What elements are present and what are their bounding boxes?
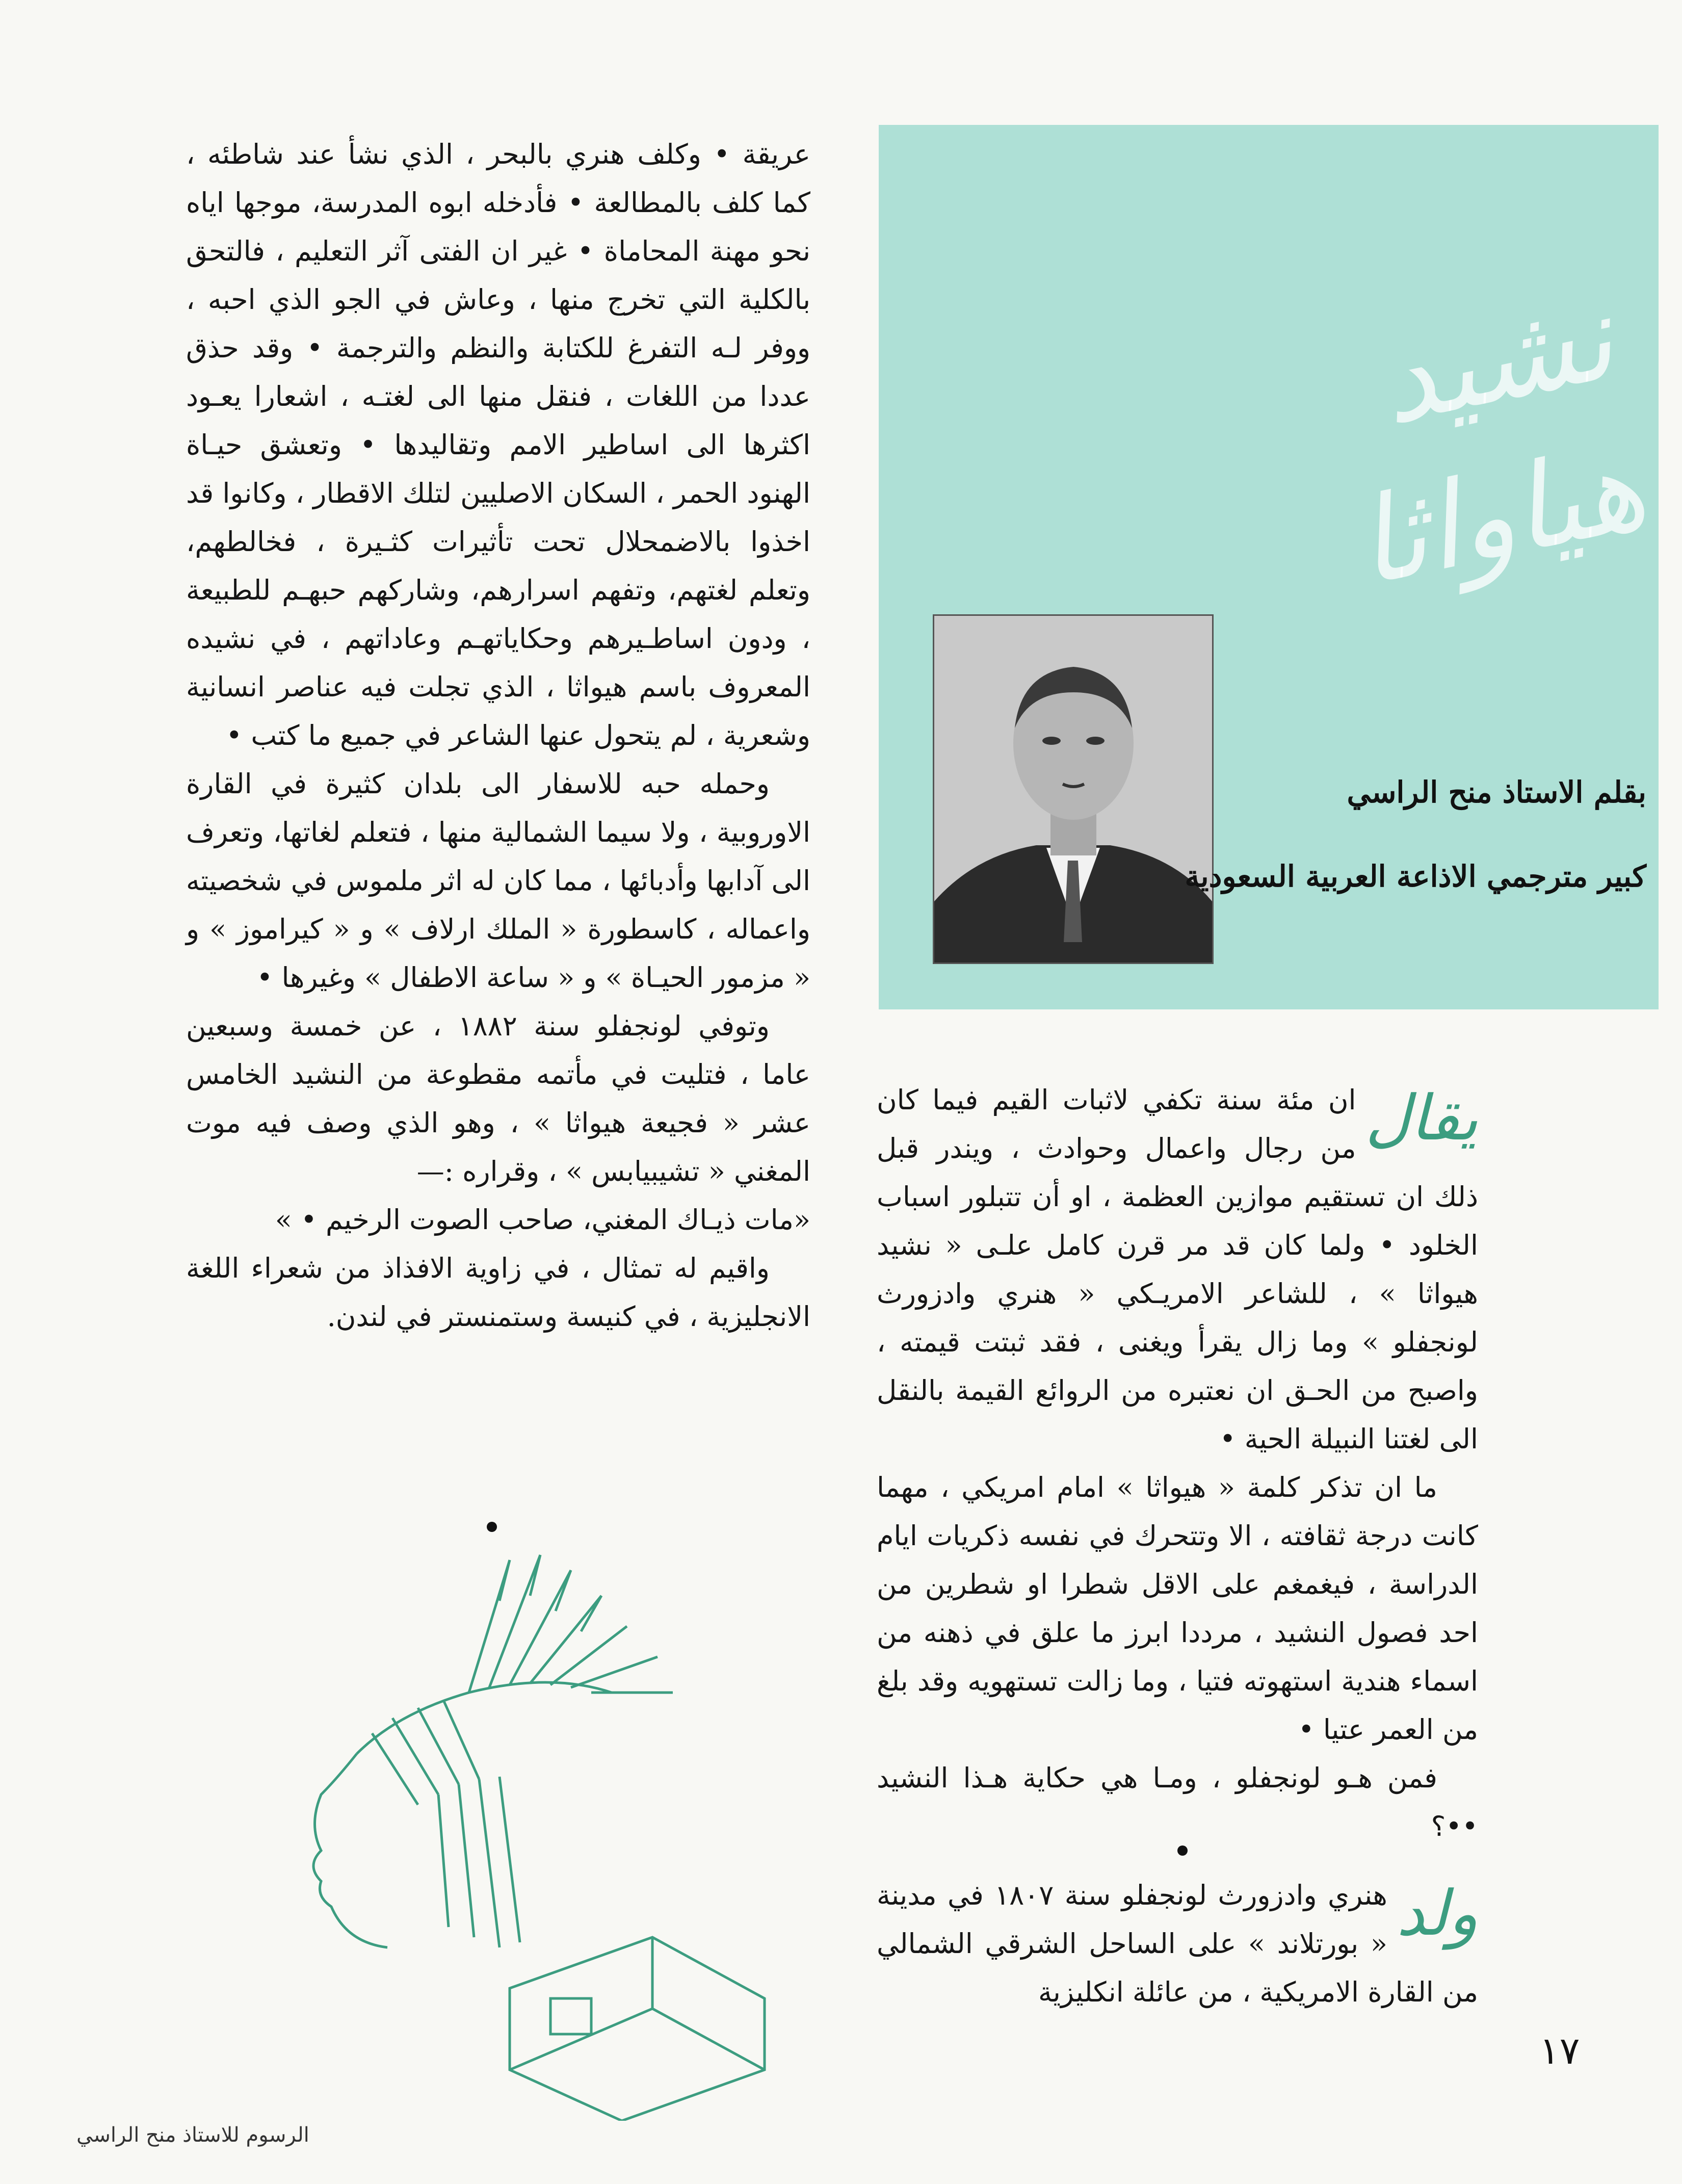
calligraphy-title: نشيد هياواثا: [1344, 269, 1657, 613]
right-column: [877, 1076, 1478, 1851]
quote-line: «مات ذيـاك المغني، صاحب الصوت الرخيم • »: [275, 1204, 810, 1236]
paragraph: عريقة • وكلف هنري بالبحر ، الذي نشأ عند شاطئه ، كما كلف بالمطالعة • فأدخله ابوه المدرسة، موجها اياه نحو مهنة المحاماة • غير ان الفتى آثر التعليم ، فالتحق بالكلية التي تخرج منها ، وعاش في الجو الذي احبه ، ووفر لـه التفرغ للكتابة والنظم والترجمة • وقد حذق عددا من اللغات ، فنقل منها الى لغتـه ، اشعارا يعـود اكثرها الى اساطير الامم وتقاليدها • وتعشق حيـاة الهنود الحمر ، السكان الاصليين لتلك الاقطار ، وكانوا قد اخذوا بالاضمحلال تحت تأثيرات كثـيرة ، فخالطهم، وتعلم لغتهم، وتفهم اسرارهم، وشاركهم حبهـم للطبيعة ، ودون اساطـيرهم وحكاياتهـم وعاداتهم ، في نشيده المعروف باسم هيواثا ، الذي تجلت فيه عناصر انسانية وشعرية ، لم يتحول عنها الشاعر في جميع ما كتب •: [186, 138, 810, 751]
birth-section: [877, 1871, 1478, 2016]
section-divider-dot: [487, 1522, 497, 1532]
left-column: [186, 130, 810, 1341]
paragraph: ما ان تذكر كلمة « هيواثا » امام امريكي ، مهما كانت درجة ثقافته ، الا وتتحرك في نفسه ذكريات ايام الدراسة ، فيغمغم على الاقل شطرا او شطرين من احد فصول النشيد ، مرددا ابرز ما علق في ذهنه من اسماء هندية استهوته فتيا ، وما زالت تستهويه وقد بلغ من العمر عتيا •: [877, 1471, 1478, 1746]
byline-author: بقلم الاستاذ منح الراسي: [1347, 775, 1646, 810]
byline-role: كبير مترجمي الاذاعة العربية السعودية: [1185, 859, 1646, 894]
paragraph: فمن هـو لونجفلو ، ومـا هي حكاية هـذا النشيد ••؟: [877, 1762, 1478, 1842]
section-divider-dot: [1177, 1845, 1188, 1856]
paragraph: ان مئة سنة تكفي لاثبات القيم فيما كان من رجال واعمال وحوادث ، ويندر قبل ذلك ان تستقيم موازين العظمة ، او أن تتبلور اسباب الخلود • ولما كان قد مر قرن كامل علـى « نشيد هيواثا » ، للشاعر الامريـكي « هنري وادزورث لونجفلو » وما زال يقرأ ويغنى ، فقد ثبتت قيمته ، واصبح من الحـق ان نعتبره من الروائع القيمة بالنقل الى لغتنا النبيلة الحية •: [877, 1084, 1478, 1455]
page-number: ١٧: [1539, 2029, 1580, 2073]
drop-word-born: ولد: [1396, 1877, 1478, 1949]
paragraph: وتوفي لونجفلو سنة ١٨٨٢ ، عن خمسة وسبعين عاما ، فتليت في مأتمه مقطوعة من النشيد الخامس عشر « فجيعة هيواثا » ، وهو الذي وصف فيه موت المغني « تشيبيابس » ، وقراره :—: [186, 1010, 810, 1187]
paragraph: واقيم له تمثال ، في زاوية الافذاذ من شعراء اللغة الانجليزية ، في كنيسة وستمنستر في لندن.: [186, 1252, 810, 1333]
paragraph: هنري وادزورث لونجفلو سنة ١٨٠٧ في مدينة « بورتلاند » على الساحل الشرقي الشمالي من القارة الامريكية ، من عائلة انكليزية: [877, 1879, 1478, 2008]
author-portrait: [933, 614, 1214, 964]
native-chief-illustration: [153, 1540, 816, 2121]
drop-word-intro: يقال: [1365, 1082, 1478, 1154]
illustration-credit: الرسوم للاستاذ منح الراسي: [76, 2123, 309, 2147]
paragraph: وحمله حبه للاسفار الى بلدان كثيرة في القارة الاوروبية ، ولا سيما الشمالية منها ، فتعلم لغاتها، وتعرف الى آدابها وأدبائها ، مما كان له اثر ملموس في شخصيته واعماله ، كاسطورة « الملك ارلاف » و « كيراموز » و « مزمور الحيـاة » و « ساعة الاطفال » وغيرها •: [186, 768, 810, 994]
